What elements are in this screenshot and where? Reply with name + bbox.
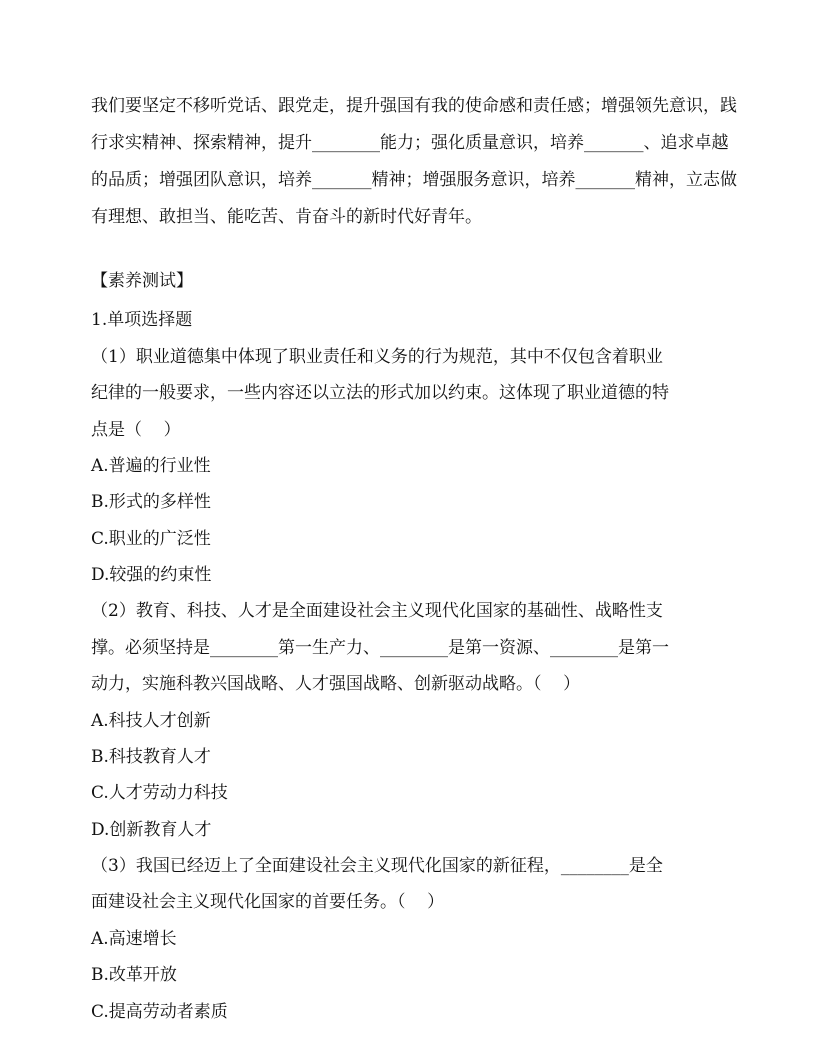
question-2-option-d: D.创新教育人才	[91, 820, 212, 840]
question-1-stem-line-1: （1）职业道德集中体现了职业责任和义务的行为规范，其中不仅包含着职业	[91, 347, 663, 367]
question-2-option-c: C.人才劳动力科技	[91, 783, 228, 803]
question-type-heading: 1.单项选择题	[91, 310, 193, 330]
section-heading: 【素养测试】	[91, 271, 193, 291]
question-3-option-b: B.改革开放	[91, 965, 177, 985]
question-2-option-a: A.科技人才创新	[91, 711, 211, 731]
question-1-stem-line-2: 纪律的一般要求，一些内容还以立法的形式加以约束。这体现了职业道德的特	[91, 383, 669, 403]
question-2-option-b: B.科技教育人才	[91, 747, 211, 767]
question-1-option-a: A.普遍的行业性	[91, 456, 211, 476]
question-1-option-c: C.职业的广泛性	[91, 529, 211, 549]
question-3-option-c: C.提高劳动者素质	[91, 1002, 228, 1022]
intro-paragraph: 我们要坚定不移听党话、跟党走，提升强国有我的使命感和责任感；增强领先意识，践行求实精神、探索精神，提升________能力；强化质量意识，培养_______、追求卓越的品质；增强团队意识，培养_______精神；增强服务意识，培养_______精神，立志做有理想、敢担当、能吃苦、肯奋斗的新时代好青年。	[91, 96, 737, 227]
question-3-option-a: A.高速增长	[91, 929, 177, 949]
question-2-stem-line-3: 动力，实施科教兴国战略、人才强国战略、创新驱动战略。（ ）	[91, 674, 581, 694]
question-1-option-b: B.形式的多样性	[91, 492, 211, 512]
question-3-stem-line-2: 面建设社会主义现代化国家的首要任务。（ ）	[91, 892, 445, 912]
question-3-stem-line-1: （3）我国已经迈上了全面建设社会主义现代化国家的新征程，________是全	[91, 856, 663, 876]
question-2-stem-line-1: （2）教育、科技、人才是全面建设社会主义现代化国家的基础性、战略性支	[91, 601, 663, 621]
question-1-option-d: D.较强的约束性	[91, 565, 212, 585]
question-2-stem-line-2: 撑。必须坚持是________第一生产力、________是第一资源、________是第一	[91, 638, 669, 658]
question-1-stem-line-3: 点是（ ）	[91, 420, 181, 440]
